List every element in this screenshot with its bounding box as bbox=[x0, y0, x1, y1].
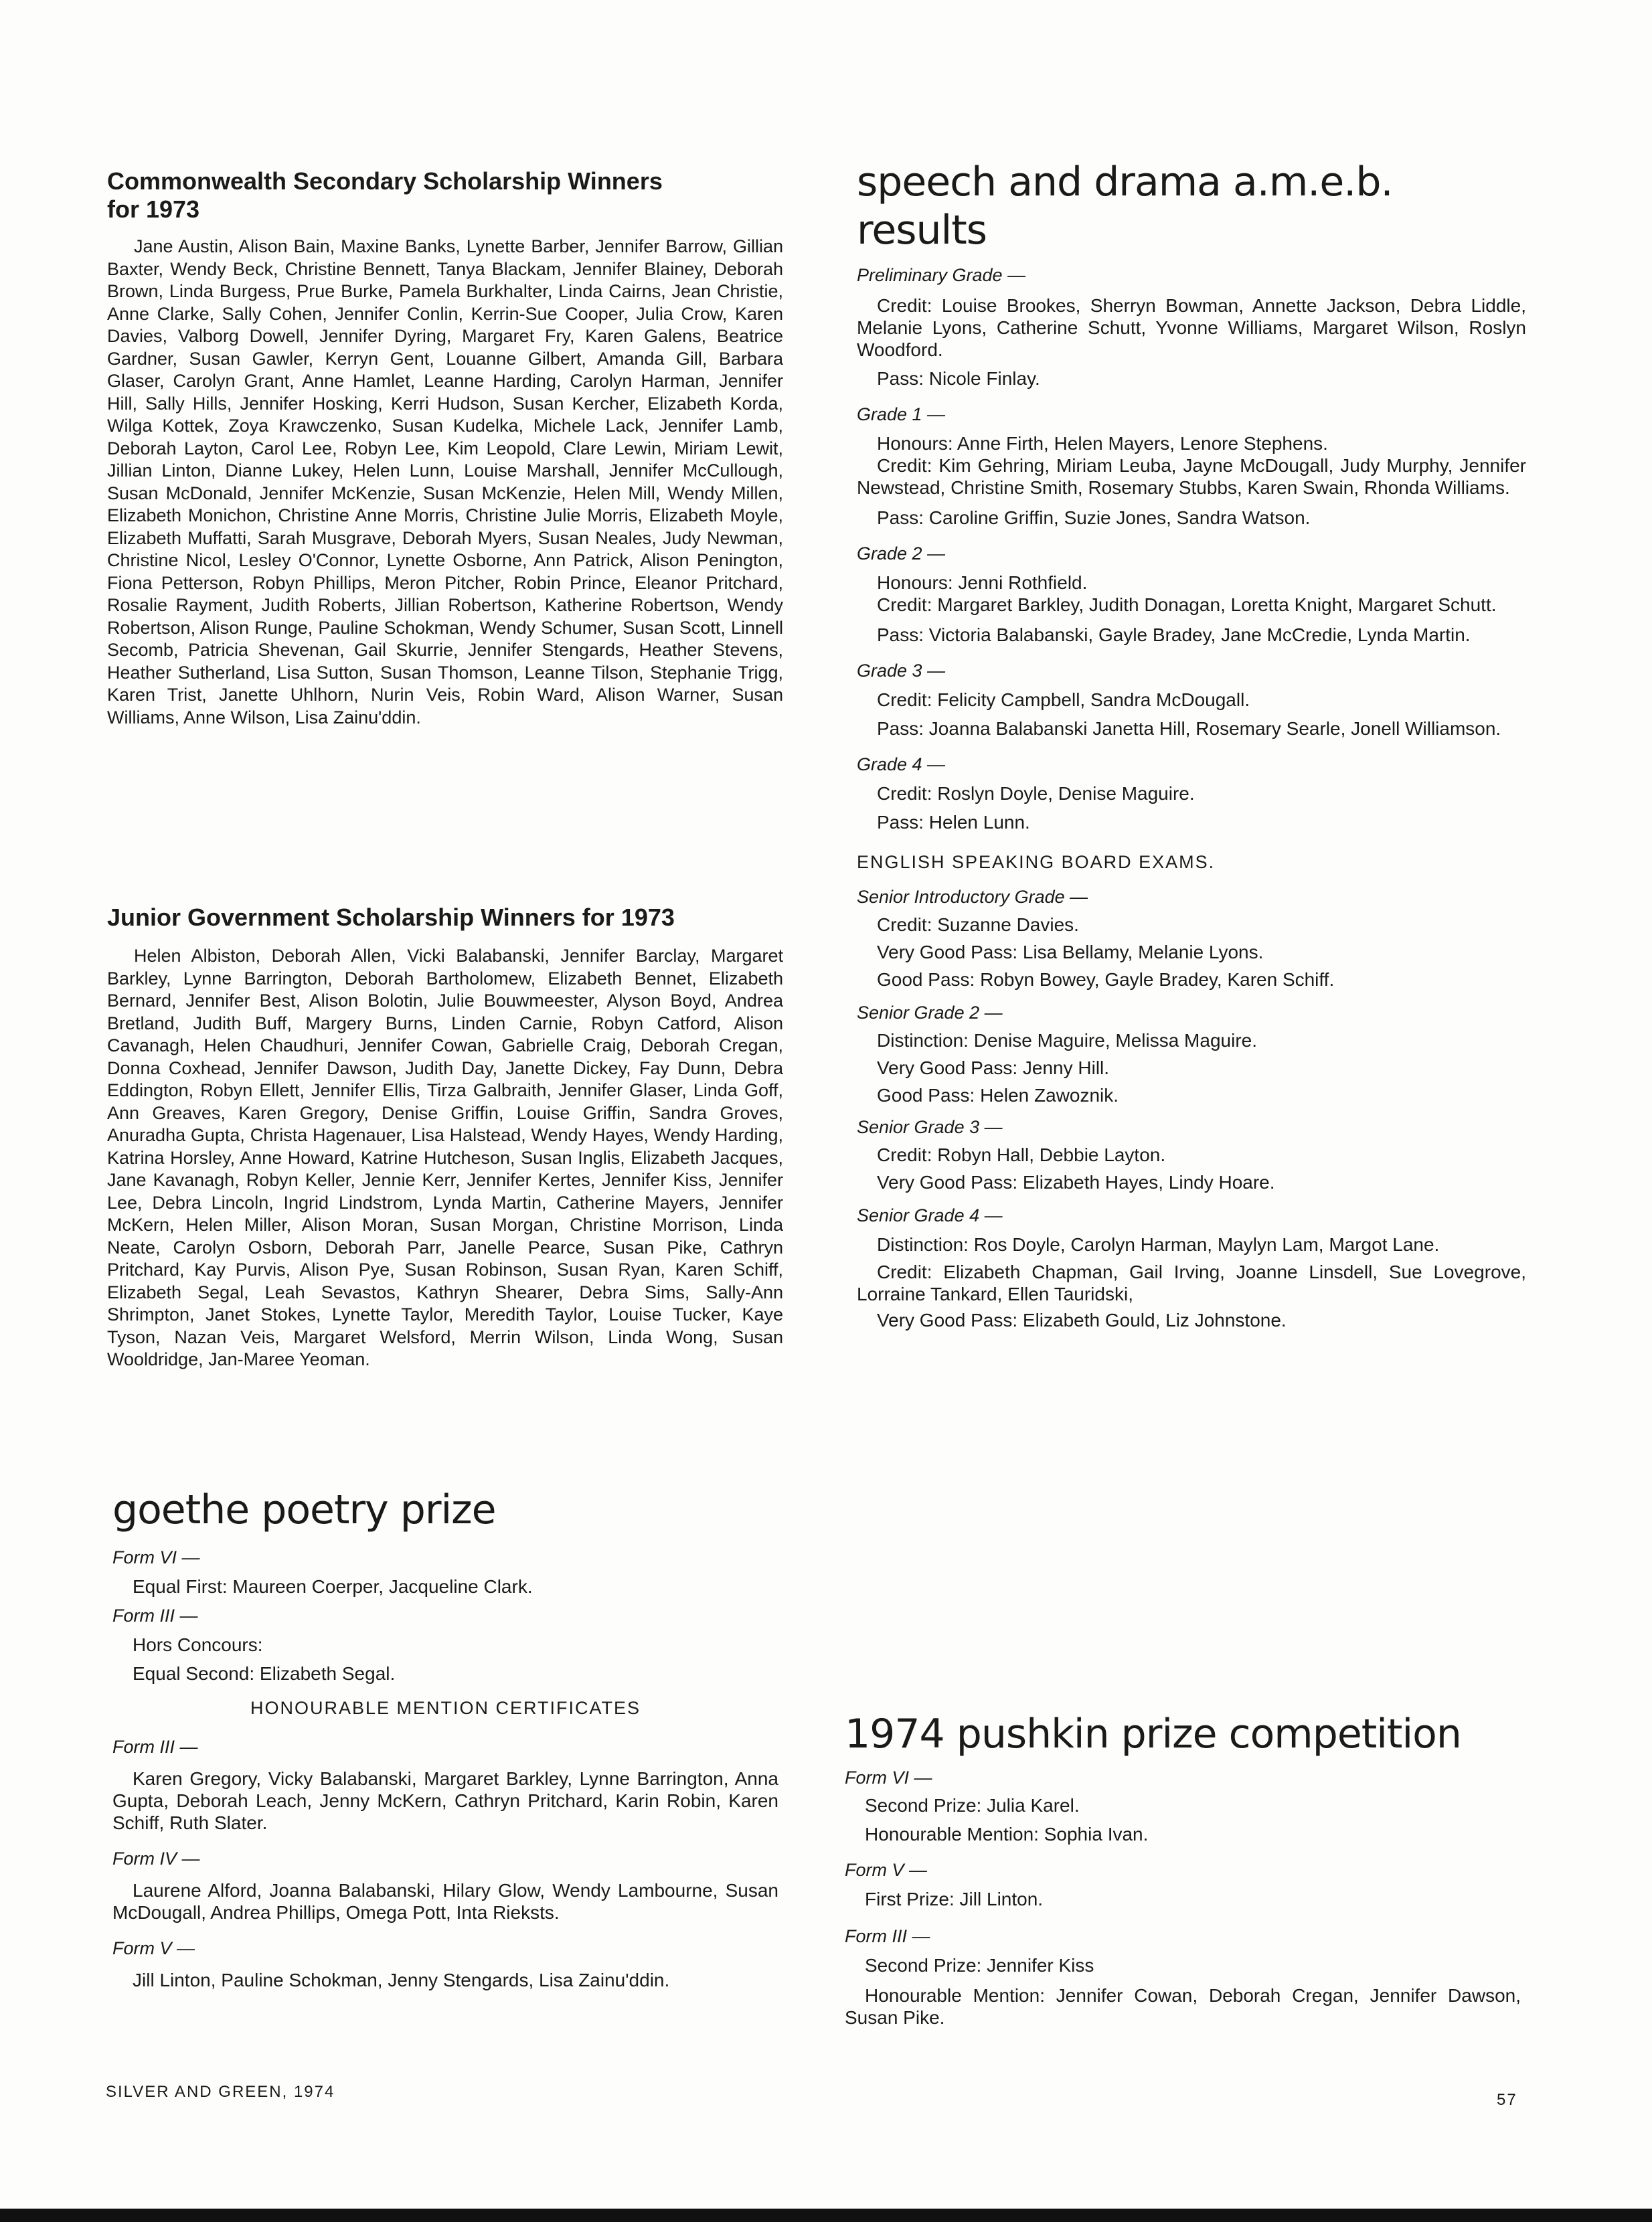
goethe-hm-form4-label: Form IV — bbox=[112, 1849, 200, 1869]
goethe-hm-form3-names: Karen Gregory, Vicky Balabanski, Margaret Barkley, Lynne Barrington, Anna Gupta, Deborah Leach, Jenny McKern, Cathryn Pritchard, Karin Robin, Karen Schiff, Ruth Slater. bbox=[112, 1768, 778, 1833]
esb-heading: ENGLISH SPEAKING BOARD EXAMS. bbox=[857, 852, 1216, 872]
senior-intro-label: Senior Introductory Grade — bbox=[857, 887, 1088, 907]
grade2-label: Grade 2 — bbox=[857, 543, 946, 564]
goethe-hm-form4-names: Laurene Alford, Joanna Balabanski, Hilary Glow, Wendy Lambourne, Susan McDougall, Andrea Phillips, Omega Pott, Inta Rieksts. bbox=[112, 1880, 778, 1923]
commonwealth-title: Commonwealth Secondary Scholarship Winners for 1973 bbox=[107, 167, 663, 223]
senior-intro-vgp: Very Good Pass: Lisa Bellamy, Melanie Lyons. bbox=[877, 942, 1264, 962]
senior-grade4-vgp: Very Good Pass: Elizabeth Gould, Liz Johnstone. bbox=[877, 1310, 1287, 1331]
grade1-label: Grade 1 — bbox=[857, 404, 946, 424]
grade4-label: Grade 4 — bbox=[857, 754, 946, 774]
goethe-form3-line1: Hors Concours: bbox=[133, 1634, 263, 1655]
senior-grade4-distinction: Distinction: Ros Doyle, Carolyn Harman, Maylyn Lam, Margot Lane. bbox=[877, 1234, 1440, 1255]
grade1-credit: Credit: Kim Gehring, Miriam Leuba, Jayne McDougall, Judy Murphy, Jennifer Newstead, Christine Smith, Rosemary Stubbs, Karen Swain, Rhonda Williams. bbox=[857, 455, 1526, 498]
goethe-section bbox=[112, 1486, 778, 1991]
grade1-honours: Honours: Anne Firth, Helen Mayers, Lenore Stephens. bbox=[877, 433, 1328, 454]
pushkin-title: 1974 pushkin prize competition bbox=[845, 1711, 1461, 1758]
pushkin-form5-line1: First Prize: Jill Linton. bbox=[865, 1889, 1044, 1909]
footer-page-number: 57 bbox=[1497, 2091, 1517, 2109]
scan-edge-divider bbox=[0, 2209, 1652, 2222]
pushkin-form3-line1: Second Prize: Jennifer Kiss bbox=[865, 1955, 1094, 1976]
grade2-credit: Credit: Margaret Barkley, Judith Donagan, Loretta Knight, Margaret Schutt. bbox=[877, 594, 1497, 615]
senior-intro-gp: Good Pass: Robyn Bowey, Gayle Bradey, Karen Schiff. bbox=[877, 969, 1335, 990]
grade2-pass: Pass: Victoria Balabanski, Gayle Bradey, Jane McCredie, Lynda Martin. bbox=[877, 624, 1471, 645]
grade4-pass: Pass: Helen Lunn. bbox=[877, 812, 1030, 833]
prelim-credit: Credit: Louise Brookes, Sherryn Bowman, Annette Jackson, Debra Liddle, Melanie Lyons, Catherine Schutt, Yvonne Williams, Margaret Wilson, Roslyn Woodford. bbox=[857, 295, 1526, 360]
commonwealth-section bbox=[107, 167, 783, 729]
senior-grade3-vgp: Very Good Pass: Elizabeth Hayes, Lindy Hoare. bbox=[877, 1172, 1275, 1193]
senior-grade3-credit: Credit: Robyn Hall, Debbie Layton. bbox=[877, 1144, 1166, 1165]
goethe-hm-form5-names: Jill Linton, Pauline Schokman, Jenny Stengards, Lisa Zainu'ddin. bbox=[133, 1970, 670, 1990]
goethe-hm-form3-label: Form III — bbox=[112, 1737, 198, 1757]
goethe-hm-form5-label: Form V — bbox=[112, 1938, 195, 1958]
senior-grade4-label: Senior Grade 4 — bbox=[857, 1205, 1003, 1225]
prelim-pass: Pass: Nicole Finlay. bbox=[877, 368, 1040, 389]
goethe-form3-label: Form III — bbox=[112, 1606, 198, 1626]
pushkin-form6-line2: Honourable Mention: Sophia Ivan. bbox=[865, 1824, 1149, 1845]
speech-section bbox=[857, 158, 1526, 1331]
goethe-form6-line: Equal First: Maureen Coerper, Jacqueline Clark. bbox=[133, 1576, 533, 1597]
pushkin-form6-line1: Second Prize: Julia Karel. bbox=[865, 1795, 1080, 1816]
senior-grade3-label: Senior Grade 3 — bbox=[857, 1117, 1003, 1137]
pushkin-form5-label: Form V — bbox=[845, 1860, 928, 1880]
speech-title: speech and drama a.m.e.b. results bbox=[857, 159, 1393, 254]
goethe-title: goethe poetry prize bbox=[112, 1486, 496, 1533]
footer-publication: SILVER AND GREEN, 1974 bbox=[106, 2083, 335, 2101]
senior-grade2-label: Senior Grade 2 — bbox=[857, 1003, 1003, 1023]
grade3-label: Grade 3 — bbox=[857, 661, 946, 681]
commonwealth-names: Jane Austin, Alison Bain, Maxine Banks, Lynette Barber, Jennifer Barrow, Gillian Baxter, Wendy Beck, Christine Bennett, Tanya Blackam, Jennifer Blainey, Deborah Brown, Linda Burgess, Prue Burke, Pamela Burkhalter, Linda Cairns, Jean Christie, Anne Clarke, Sally Cohen, Jennifer Conlin, Kerrin-Sue Cooper, Julia Crow, Karen Davies, Valborg Dowell, Jennifer Dyring, Margaret Fry, Karen Galens, Beatrice Gardner, Susan Gawler, Kerryn Gent, Louanne Gilbert, Amanda Gill, Barbara Glaser, Carolyn Grant, Anne Hamlet, Leanne Harding, Carolyn Harman, Jennifer Hill, Sally Hills, Jennifer Hosking, Kerri Hudson, Susan Kercher, Elizabeth Korda, Wilga Kottek, Zoya Krawczenko, Susan Kudelka, Michele Lack, Jennifer Lamb, Deborah Layton, Carol Lee, Robyn Lee, Kim Leopold, Clare Lewin, Miriam Lewit, Jillian Linton, Dianne Lukey, Helen Lunn, Louise Marshall, Jennifer McCullough, Susan McDonald, Jennifer McKenzie, Susan McKenzie, Helen Mill, Wendy Millen, Elizabeth Monichon, Christine Anne Morris, Christine Julie Morris, Elizabeth Moyle, Elizabeth Muffatti, Sarah Musgrave, Deborah Myers, Susan Neales, Judy Newman, Christine Nicol, Lesley O'Connor, Lynette Osborne, Ann Patrick, Alison Penington, Fiona Petterson, Robyn Phillips, Meron Pitcher, Robin Prince, Eleanor Pritchard, Rosalie Rayment, Judith Roberts, Jillian Robertson, Katherine Robertson, Wendy Robertson, Alison Runge, Pauline Schokman, Wendy Schumer, Susan Scott, Linnell Secomb, Patricia Shevenan, Gail Skurrie, Jennifer Stengards, Heather Stevens, Heather Sutherland, Lisa Sutton, Susan Thomson, Leanne Tilson, Stephanie Trigg, Karen Trist, Janette Uhlhorn, Nurin Veis, Robin Ward, Alison Warner, Susan Williams, Anne Wilson, Lisa Zainu'ddin. bbox=[107, 236, 783, 728]
pushkin-form6-label: Form VI — bbox=[845, 1768, 932, 1788]
goethe-form3-line2: Equal Second: Elizabeth Segal. bbox=[133, 1663, 396, 1684]
goethe-form6-label: Form VI — bbox=[112, 1547, 200, 1567]
junior-section bbox=[107, 904, 783, 1371]
senior-grade2-gp: Good Pass: Helen Zawoznik. bbox=[877, 1085, 1119, 1106]
grade4-credit: Credit: Roslyn Doyle, Denise Maguire. bbox=[877, 783, 1195, 804]
grade1-pass: Pass: Caroline Griffin, Suzie Jones, Sandra Watson. bbox=[877, 507, 1311, 528]
senior-grade4-credit: Credit: Elizabeth Chapman, Gail Irving, Joanne Linsdell, Sue Lovegrove, Lorraine Tankard, Ellen Tauridski, bbox=[857, 1262, 1526, 1304]
senior-grade2-vgp: Very Good Pass: Jenny Hill. bbox=[877, 1057, 1110, 1078]
pushkin-form3-label: Form III — bbox=[845, 1926, 930, 1946]
junior-names: Helen Albiston, Deborah Allen, Vicki Balabanski, Jennifer Barclay, Margaret Barkley, Lynne Barrington, Deborah Bartholomew, Elizabeth Bennet, Elizabeth Bernard, Jennifer Best, Alison Bolotin, Julie Bouwmeester, Alyson Boyd, Andrea Bretland, Judith Buff, Margery Burns, Linden Carnie, Robyn Catford, Alison Cavanagh, Helen Chaudhuri, Jennifer Cowan, Gabrielle Craig, Deborah Cregan, Donna Coxhead, Jennifer Dawson, Judith Day, Janette Dickey, Fay Dunn, Debra Eddington, Robyn Ellett, Jennifer Ellis, Tirza Galbraith, Jennifer Glaser, Linda Goff, Ann Greaves, Karen Gregory, Denise Griffin, Louise Griffin, Sandra Groves, Anuradha Gupta, Christa Hagenauer, Lisa Halstead, Wendy Hayes, Wendy Harding, Katrina Horsley, Anne Howard, Katrine Hutcheson, Susan Inglis, Elizabeth Jacques, Jane Kavanagh, Robyn Keller, Jennie Kerr, Jennifer Kertes, Jennifer Kiss, Jennifer Lee, Debra Lincoln, Ingrid Lindstrom, Lynda Martin, Catherine Mayers, Jennifer McKern, Helen Miller, Alison Moran, Susan Morgan, Christine Morrison, Linda Neate, Carolyn Osborn, Deborah Parr, Janelle Pearce, Susan Pike, Cathryn Pritchard, Kay Purvis, Alison Pye, Susan Robinson, Susan Ryan, Karen Schiff, Elizabeth Segal, Leah Sevastos, Kathryn Shearer, Debra Sims, Sally-Ann Shrimpton, Janet Stokes, Lynette Taylor, Meredith Taylor, Louise Tucker, Kaye Tyson, Nazan Veis, Margaret Welsford, Merrin Wilson, Linda Wong, Susan Wooldridge, Jan-Maree Yeoman. bbox=[107, 946, 783, 1369]
grade3-pass: Pass: Joanna Balabanski Janetta Hill, Rosemary Searle, Jonell Williamson. bbox=[877, 718, 1501, 739]
pushkin-form3-line2: Honourable Mention: Jennifer Cowan, Deborah Cregan, Jennifer Dawson, Susan Pike. bbox=[845, 1985, 1521, 2028]
grade2-honours: Honours: Jenni Rothfield. bbox=[877, 572, 1088, 593]
prelim-label: Preliminary Grade — bbox=[857, 265, 1026, 285]
junior-title: Junior Government Scholarship Winners for 1973 bbox=[107, 904, 675, 931]
grade3-credit: Credit: Felicity Campbell, Sandra McDougall. bbox=[877, 689, 1250, 710]
goethe-hm-heading: HONOURABLE MENTION CERTIFICATES bbox=[250, 1698, 641, 1718]
pushkin-section bbox=[845, 1710, 1521, 2029]
senior-grade2-distinction: Distinction: Denise Maguire, Melissa Maguire. bbox=[877, 1030, 1257, 1051]
senior-intro-credit: Credit: Suzanne Davies. bbox=[877, 914, 1079, 935]
